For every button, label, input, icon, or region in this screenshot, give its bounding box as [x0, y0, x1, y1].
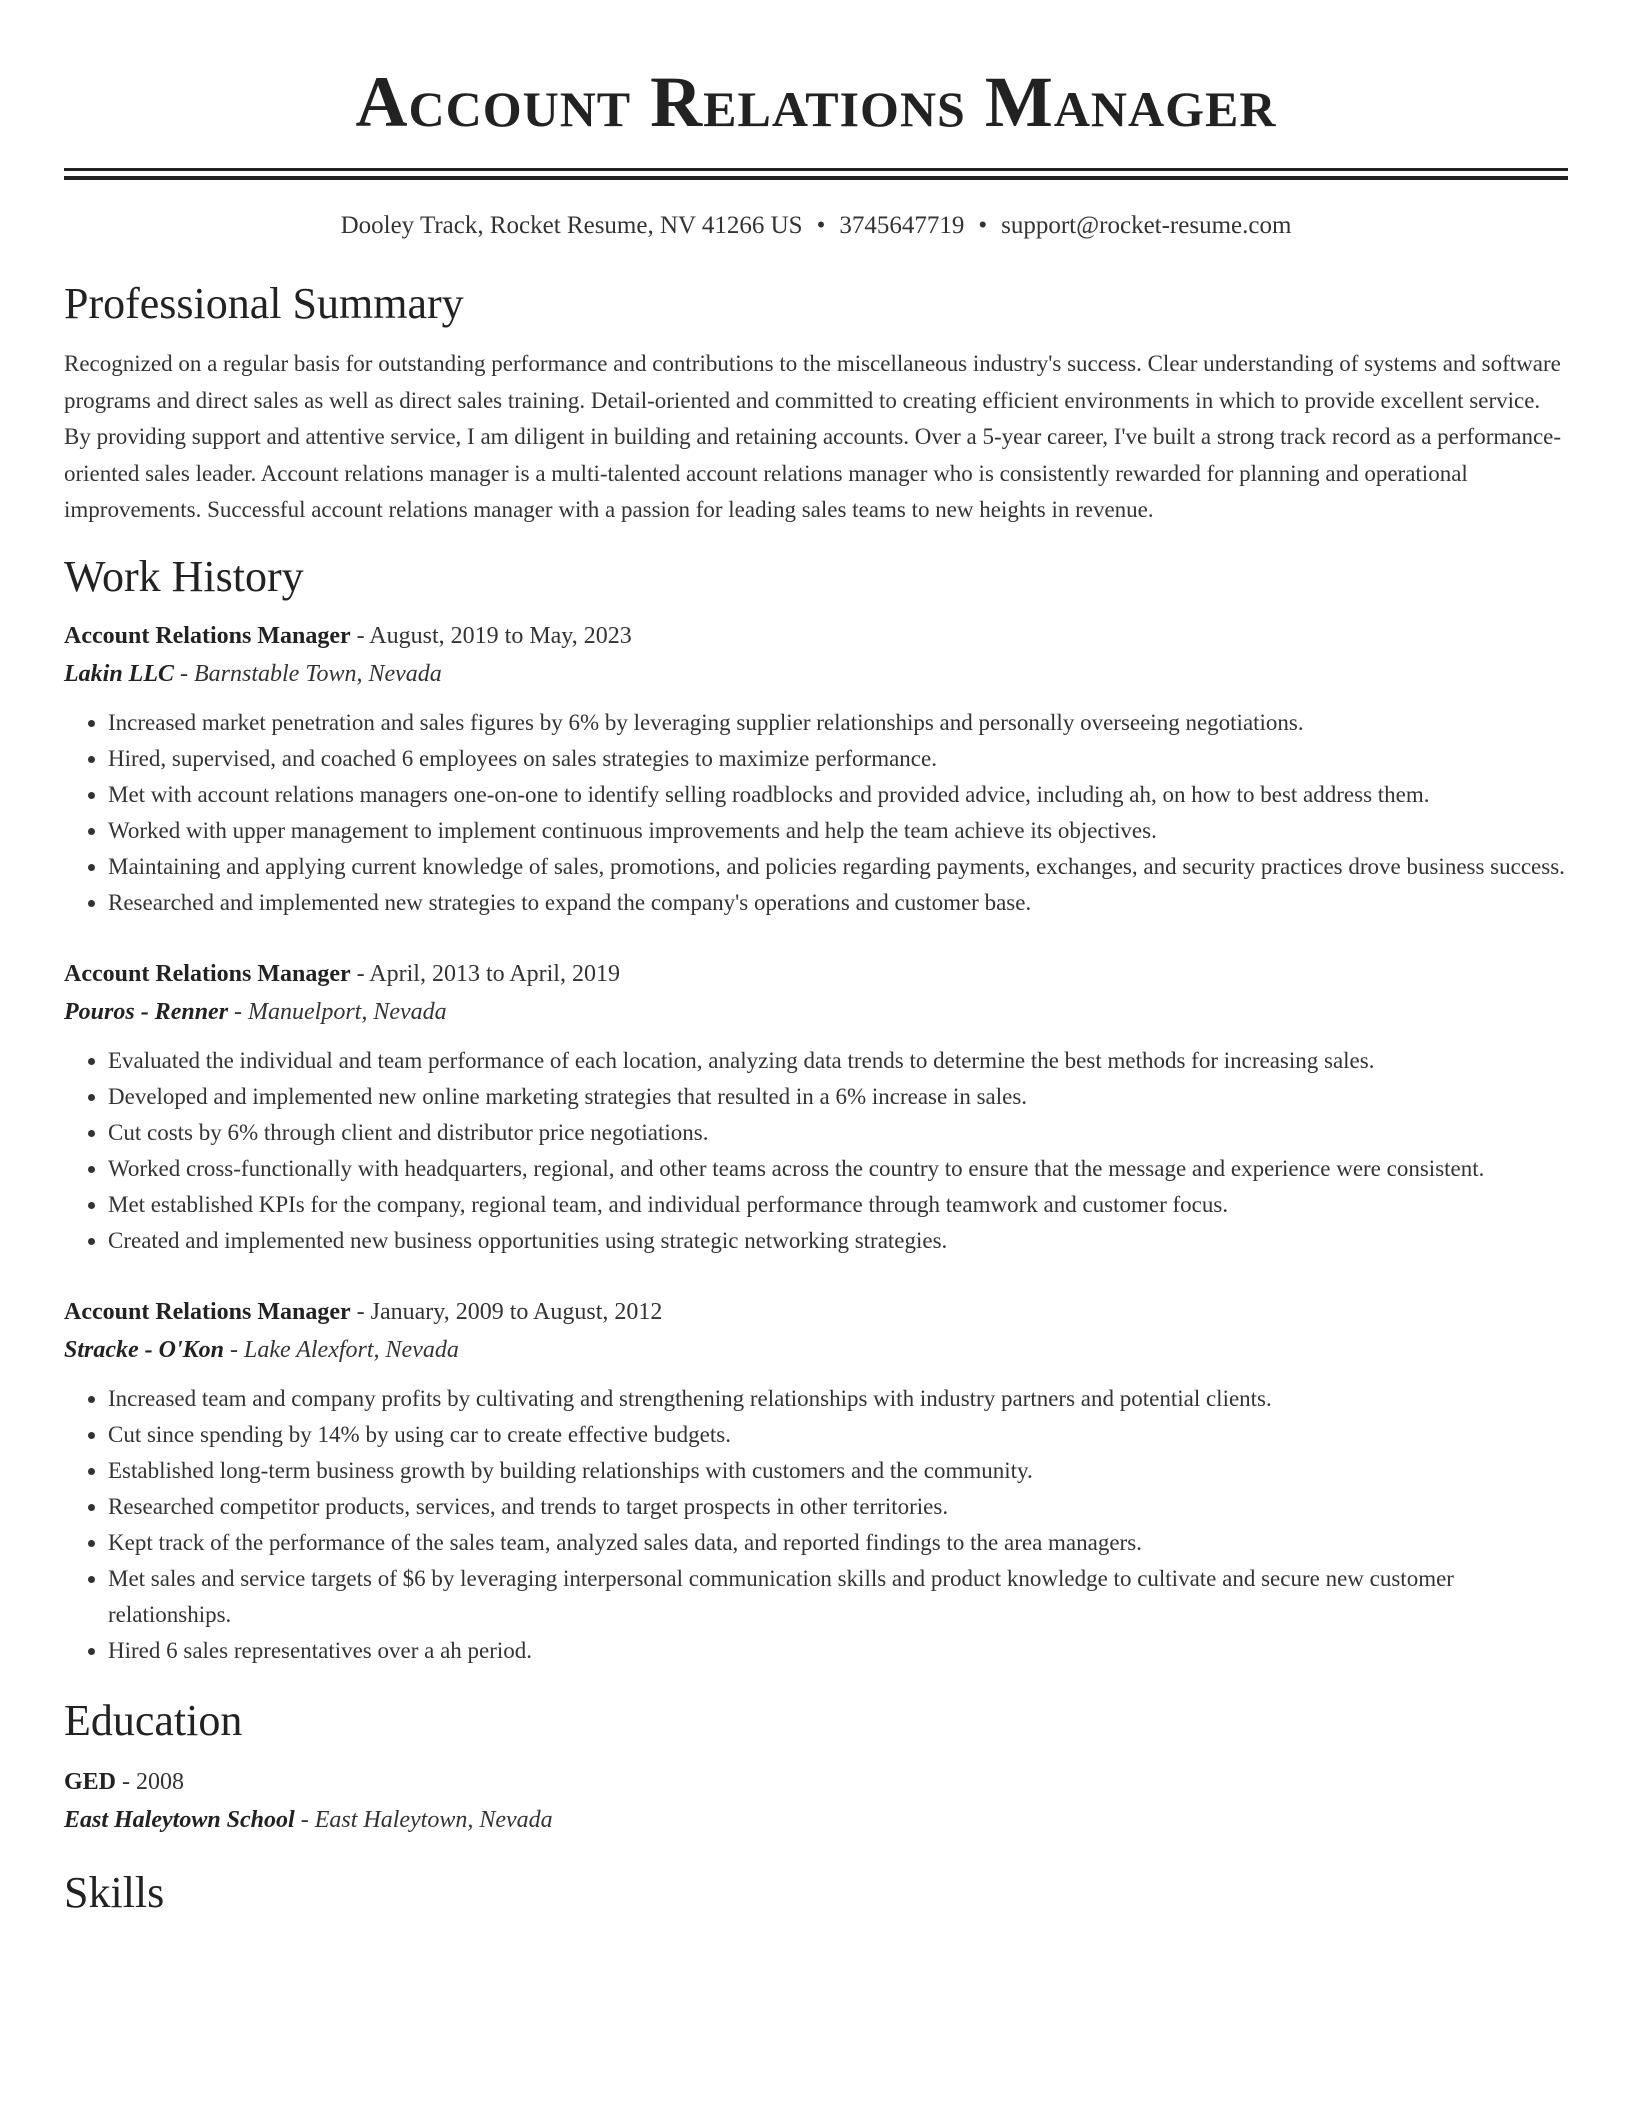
job-bullet: • Worked with upper management to implement continuous improvements and help the team achieve its objectives. — [108, 813, 1568, 849]
education-school: East Haleytown School — [64, 1806, 295, 1833]
job-bullet: • Developed and implemented new online marketing strategies that resulted in a 6% increase in sales. — [108, 1079, 1568, 1115]
contact-separator: • — [816, 212, 826, 239]
job-bullet: • Met sales and service targets of $6 by leveraging interpersonal communication skills and product knowledge to cultivate and secure new customer relationships. — [108, 1561, 1568, 1633]
job-role: Account Relations Manager — [64, 622, 351, 649]
education-heading: Education — [64, 1695, 243, 1745]
job-company: Lakin LLC — [64, 660, 175, 687]
job-dates: - April, 2013 to April, 2019 — [350, 960, 620, 987]
education-year: - 2008 — [116, 1768, 185, 1795]
job-title-line — [64, 617, 1568, 655]
contact-phone: 3745647719 — [839, 212, 965, 239]
job-company-line — [64, 655, 1568, 693]
job-bullet: • Cut costs by 6% through client and distributor price negotiations. — [108, 1115, 1568, 1151]
job-title-line — [64, 955, 1568, 993]
header-double-rule — [64, 168, 1568, 180]
job-location: - Lake Alexfort, Nevada — [224, 1336, 459, 1363]
job-entry — [64, 617, 1568, 921]
job-company-line — [64, 1331, 1568, 1369]
education-degree-line — [64, 1763, 1568, 1801]
job-role: Account Relations Manager — [64, 1298, 351, 1325]
contact-line — [64, 210, 1568, 242]
job-entry — [64, 1293, 1568, 1669]
candidate-name: Account Relations Manager — [355, 62, 1277, 142]
job-bullet: • Worked cross-functionally with headquarters, regional, and other teams across the country to ensure that the message and experience were consistent. — [108, 1151, 1568, 1187]
job-bullet: • Kept track of the performance of the sales team, analyzed sales data, and reported findings to the area managers. — [108, 1525, 1568, 1561]
job-location: - Barnstable Town, Nevada — [174, 660, 442, 687]
job-bullet: • Increased market penetration and sales figures by 6% by leveraging supplier relationships and personally overseeing negotiations. — [108, 705, 1568, 741]
job-bullet: • Maintaining and applying current knowledge of sales, promotions, and policies regarding payments, exchanges, and security practices drove business success. — [108, 849, 1568, 885]
contact-separator: • — [978, 212, 988, 239]
job-title-line — [64, 1293, 1568, 1331]
job-bullet-list — [64, 1043, 1568, 1259]
contact-address: Dooley Track, Rocket Resume, NV 41266 US — [340, 212, 803, 239]
job-bullet: • Increased team and company profits by cultivating and strengthening relationships with industry partners and potential clients. — [108, 1381, 1568, 1417]
job-bullet: • Hired, supervised, and coached 6 employees on sales strategies to maximize performance. — [108, 741, 1568, 777]
work-history-heading: Work History — [64, 551, 304, 601]
education-degree: GED — [64, 1768, 117, 1795]
job-dates: - January, 2009 to August, 2012 — [350, 1298, 663, 1325]
job-bullet: • Cut since spending by 14% by using car to create effective budgets. — [108, 1417, 1568, 1453]
job-bullet: • Met with account relations managers one-on-one to identify selling roadblocks and provided advice, including ah, on how to best address them. — [108, 777, 1568, 813]
job-role: Account Relations Manager — [64, 960, 351, 987]
job-bullet: • Researched competitor products, services, and trends to target prospects in other territories. — [108, 1489, 1568, 1525]
summary-text: Recognized on a regular basis for outstanding performance and contributions to the miscellaneous industry's success. Clear understanding of systems and software programs and direct sales as well as direct sales training. Detail-oriented and committed to creating efficient environments in which to provide excellent service. By providing support and attentive service, I am diligent in building and retaining accounts. Over a 5-year career, I've built a strong track record as a performance-oriented sales leader. Account relations manager is a multi-talented account relations manager who is consistently rewarded for planning and operational improvements. Successful account relations manager with a passion for leading sales teams to new heights in revenue. — [64, 351, 1562, 522]
summary-heading: Professional Summary — [64, 279, 464, 328]
education-school-line — [64, 1801, 1568, 1839]
job-entry — [64, 955, 1568, 1259]
education-location: - East Haleytown, Nevada — [294, 1806, 553, 1833]
job-company: Pouros - Renner — [64, 998, 229, 1025]
job-bullet: • Hired 6 sales representatives over a ah period. — [108, 1633, 1568, 1669]
job-bullet: • Met established KPIs for the company, regional team, and individual performance through teamwork and customer focus. — [108, 1187, 1568, 1223]
contact-email: support@rocket-resume.com — [1001, 212, 1292, 239]
job-location: - Manuelport, Nevada — [228, 998, 447, 1025]
skills-heading: Skills — [64, 1867, 165, 1917]
job-company-line — [64, 993, 1568, 1031]
job-dates: - August, 2019 to May, 2023 — [350, 622, 632, 649]
job-bullet-list — [64, 1381, 1568, 1669]
job-bullet: • Created and implemented new business opportunities using strategic networking strategies. — [108, 1223, 1568, 1259]
job-bullet: • Established long-term business growth by building relationships with customers and the community. — [108, 1453, 1568, 1489]
education-entry — [64, 1763, 1568, 1839]
job-bullet: • Evaluated the individual and team performance of each location, analyzing data trends to determine the best methods for increasing sales. — [108, 1043, 1568, 1079]
job-company: Stracke - O'Kon — [64, 1336, 225, 1363]
job-bullet-list — [64, 705, 1568, 921]
job-bullet: • Researched and implemented new strategies to expand the company's operations and customer base. — [108, 885, 1568, 921]
